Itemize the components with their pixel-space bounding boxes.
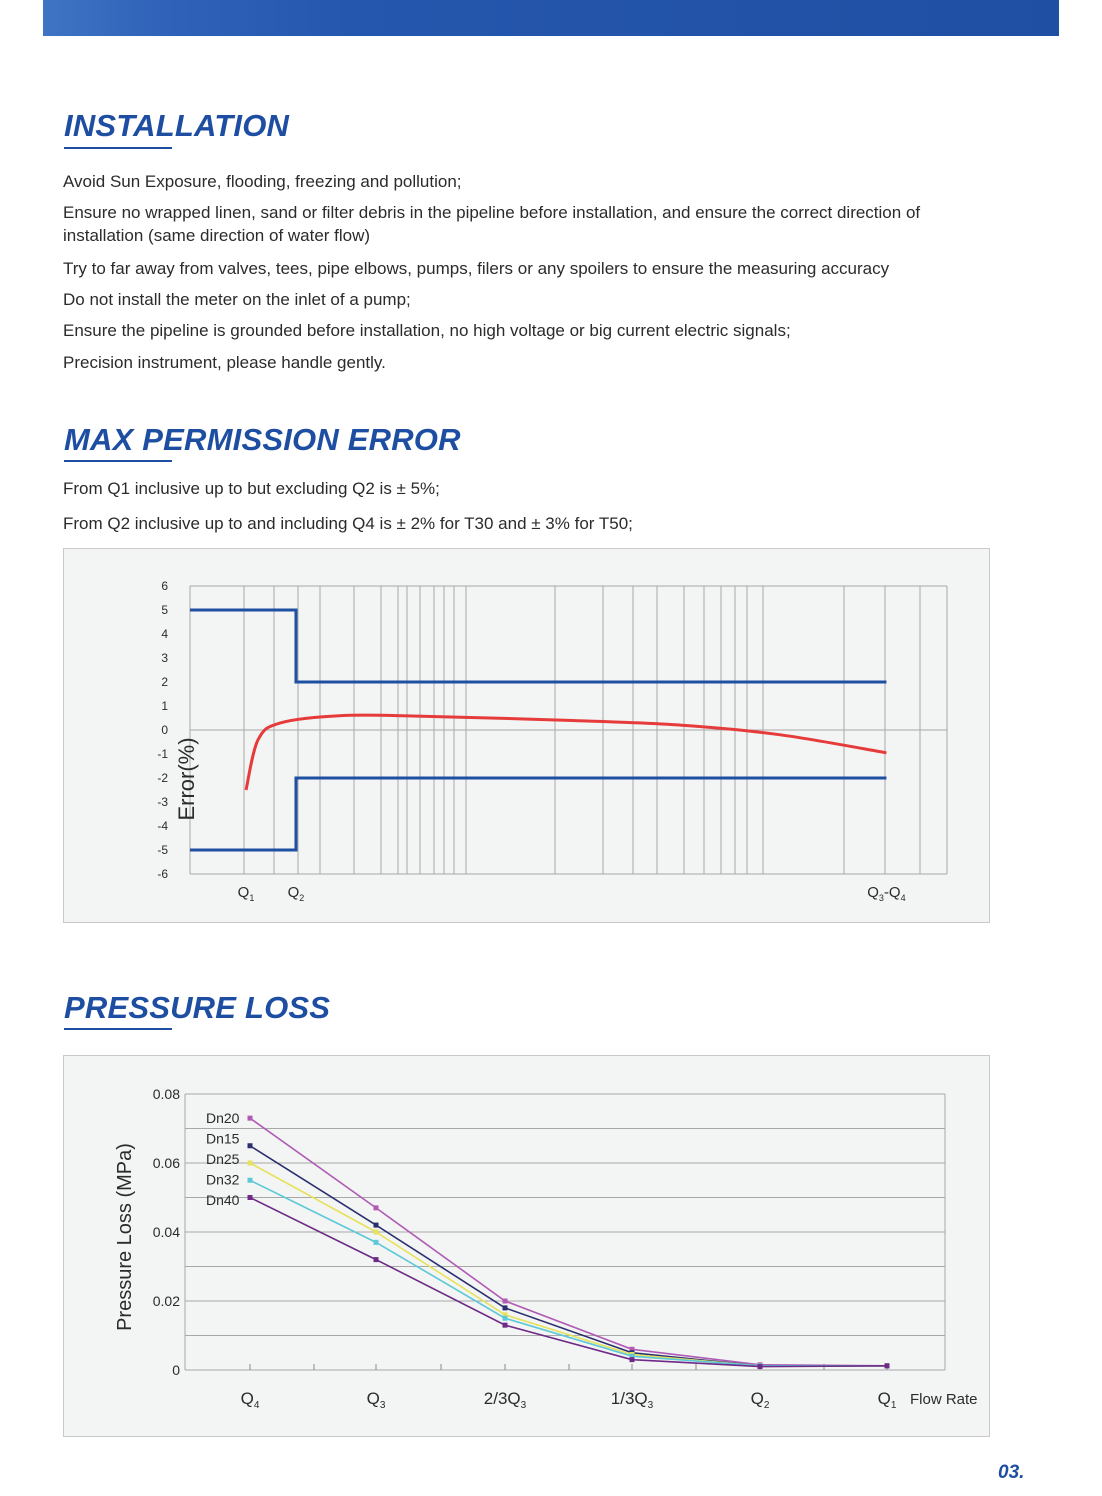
installation-line-1: Avoid Sun Exposure, flooding, freezing and pollution; — [63, 172, 462, 191]
pressure-series-dn40 — [250, 1198, 887, 1367]
pressure-chart-xticks — [241, 1389, 897, 1411]
max-error-line-2: From Q2 inclusive up to and including Q4 is ± 2% for T30 and ± 3% for T50; — [63, 514, 633, 533]
error-ytick-label: 6 — [161, 579, 168, 593]
pressure-ytick-label: 0.06 — [152, 1155, 180, 1171]
pressure-ytick-label: 0.08 — [152, 1086, 180, 1102]
pressure-legend-dn20: Dn20 — [206, 1110, 240, 1126]
pressure-point-dn15 — [374, 1223, 379, 1228]
error-ytick-label: -3 — [157, 795, 168, 809]
error-ytick-label: 4 — [161, 627, 168, 641]
error-ytick-label: 1 — [161, 699, 168, 713]
pressure-series-dn15 — [250, 1146, 887, 1366]
pressure-xtick-label: $Q_1$ — [877, 1389, 897, 1411]
pressure-point-dn32 — [248, 1178, 253, 1183]
error-chart-grid — [190, 586, 947, 874]
pressure-point-dn15 — [503, 1305, 508, 1310]
pressure-ytick-label: 0.02 — [152, 1293, 180, 1309]
pressure-xtick-label: $2/3Q_3$ — [483, 1389, 527, 1411]
error-xmarker-label: $Q_3-Q_4$ — [867, 884, 906, 903]
pressure-series-dn20 — [250, 1118, 887, 1366]
installation-line-4: Do not install the meter on the inlet of a pump; — [63, 290, 411, 309]
installation-title-underline — [64, 147, 172, 149]
error-xmarker-label: $Q_2$ — [287, 884, 305, 903]
max-error-title-underline — [64, 460, 172, 462]
error-ytick-label: -2 — [157, 771, 168, 785]
installation-line-5: Ensure the pipeline is grounded before installation, no high voltage or big current electric signals; — [63, 321, 791, 340]
error-ytick-label: -5 — [157, 843, 168, 857]
pressure-series-dn32 — [250, 1180, 887, 1366]
error-ytick-label: -6 — [157, 867, 168, 881]
pressure-point-dn40 — [630, 1357, 635, 1362]
error-xmarker-label: $Q_1$ — [237, 884, 255, 903]
pressure-chart-svg — [64, 1056, 991, 1438]
pressure-chart — [63, 1055, 990, 1437]
pressure-xtick-label: $Q_3$ — [366, 1389, 386, 1411]
pressure-point-dn20 — [503, 1299, 508, 1304]
pressure-legend-dn25: Dn25 — [206, 1151, 240, 1167]
pressure-xtick-label: $Q_4$ — [240, 1389, 260, 1411]
pressure-point-dn32 — [503, 1316, 508, 1321]
header-bar — [43, 0, 1059, 36]
error-ytick-label: 2 — [161, 675, 168, 689]
error-chart — [63, 548, 990, 923]
pressure-loss-title: PRESSURE LOSS — [64, 990, 331, 1025]
error-ytick-label: 0 — [161, 723, 168, 737]
pressure-chart-series — [248, 1116, 890, 1369]
pressure-point-dn25 — [248, 1161, 253, 1166]
pressure-point-dn20 — [374, 1205, 379, 1210]
installation-line-3: Try to far away from valves, tees, pipe elbows, pumps, filers or any spoilers to ensure the measuring accuracy — [63, 259, 890, 278]
error-ytick-label: 3 — [161, 651, 168, 665]
pressure-xtick-label: $1/3Q_3$ — [610, 1389, 654, 1411]
pressure-legend-dn15: Dn15 — [206, 1130, 240, 1147]
pressure-point-dn40 — [374, 1257, 379, 1262]
error-ytick-label: -4 — [157, 819, 168, 833]
pressure-point-dn40 — [885, 1363, 890, 1368]
error-series-upper-limit — [190, 610, 886, 682]
installation-line-2: Ensure no wrapped linen, sand or filter debris in the pipeline before installation, and ensure the correct direction of installation (same direction of water flow) — [63, 203, 921, 245]
pressure-point-dn25 — [374, 1230, 379, 1235]
pressure-point-dn40 — [503, 1323, 508, 1328]
error-ytick-label: 5 — [161, 603, 168, 617]
pressure-chart-xlabel: Flow Rate — [910, 1391, 978, 1408]
error-series-lower-limit — [190, 778, 886, 850]
installation-line-6: Precision instrument, please handle gently. — [63, 353, 386, 372]
pressure-point-dn15 — [248, 1143, 253, 1148]
pressure-point-dn40 — [248, 1195, 253, 1200]
max-error-line-1: From Q1 inclusive up to but excluding Q2 is ± 5%; — [63, 479, 440, 498]
pressure-legend-dn40: Dn40 — [206, 1192, 240, 1208]
pressure-ytick-label: 0.04 — [152, 1224, 180, 1240]
pressure-point-dn32 — [374, 1240, 379, 1245]
pressure-legend-dn32: Dn32 — [206, 1171, 240, 1188]
pressure-chart-yticks — [153, 1086, 180, 1378]
installation-title: INSTALLATION — [64, 108, 290, 143]
pressure-ytick-label: 0 — [172, 1362, 180, 1378]
error-ytick-label: -1 — [157, 747, 168, 761]
error-chart-yticks — [157, 579, 168, 881]
error-chart-xmarkers — [238, 884, 906, 903]
error-chart-ylabel: Error(%) — [174, 737, 199, 821]
pressure-loss-title-underline — [64, 1028, 172, 1030]
max-error-title: MAX PERMISSION ERROR — [64, 422, 461, 457]
error-chart-svg — [64, 549, 991, 924]
pressure-chart-ylabel: Pressure Loss (MPa) — [114, 1143, 136, 1331]
pressure-point-dn40 — [758, 1364, 763, 1369]
pressure-xtick-label: $Q_2$ — [750, 1389, 770, 1411]
pressure-point-dn20 — [248, 1116, 253, 1121]
page-number: 03. — [998, 1462, 1025, 1483]
pressure-chart-legend — [206, 1110, 240, 1208]
